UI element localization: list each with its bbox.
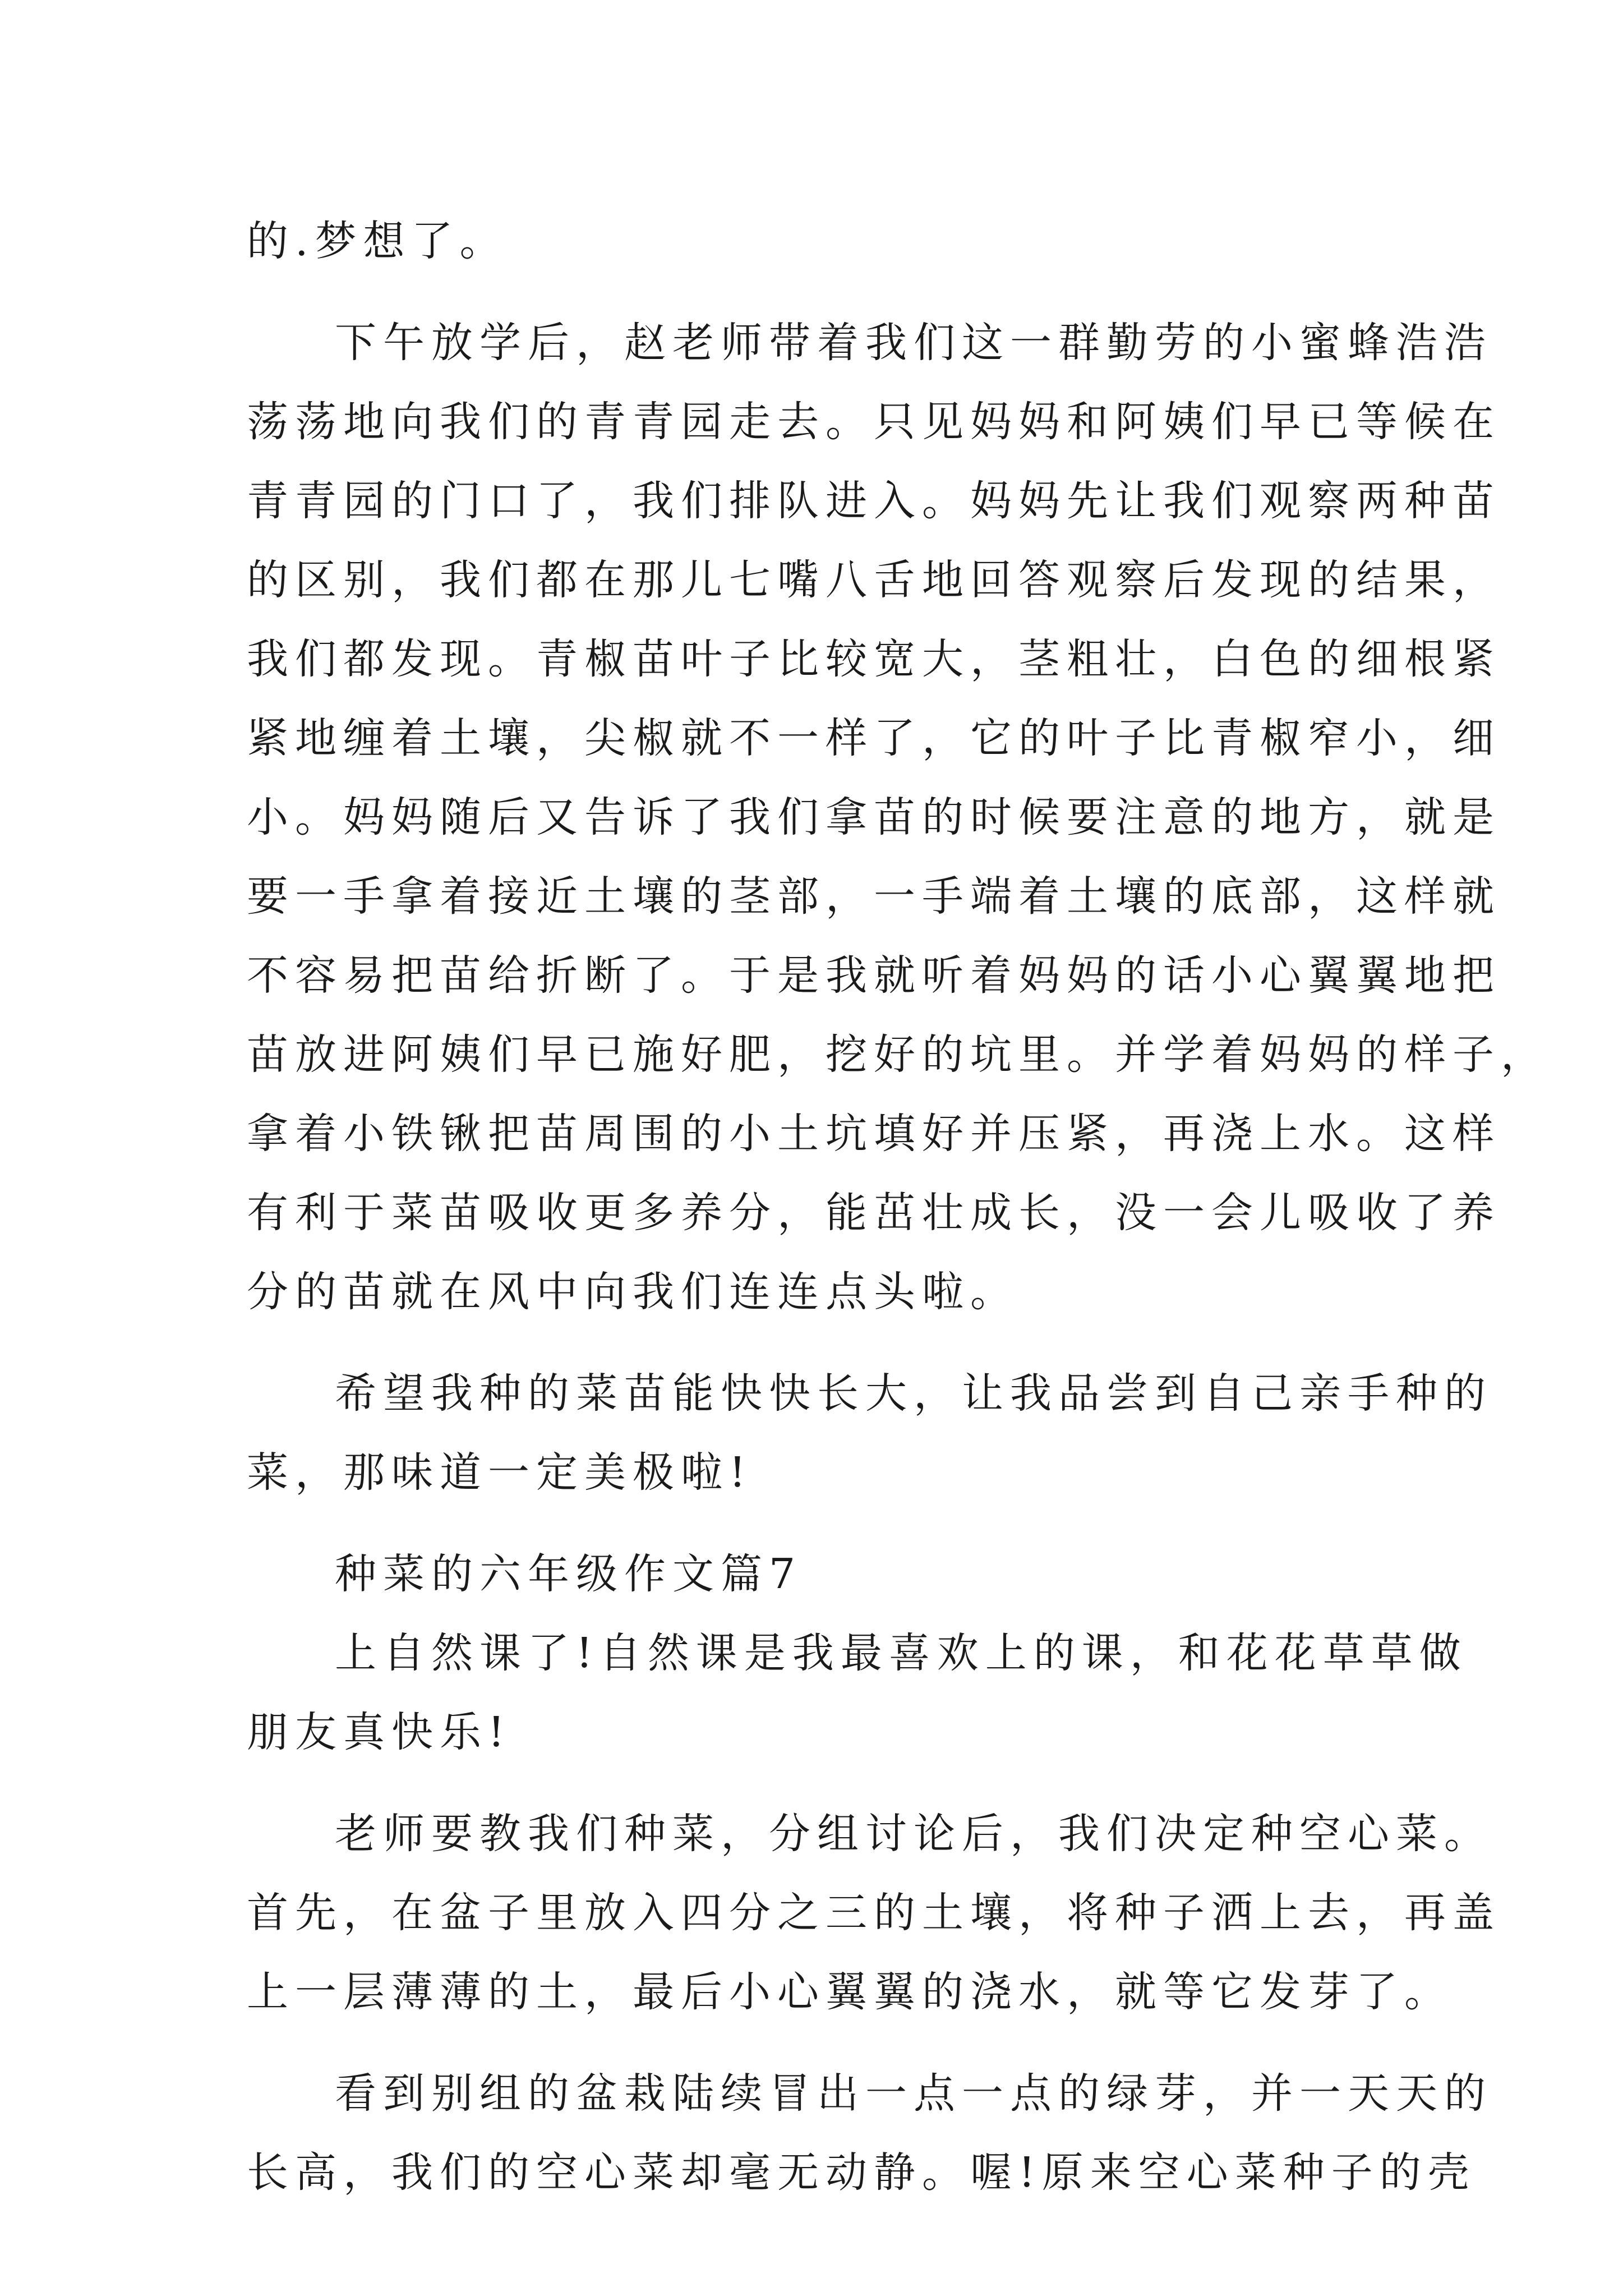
text-line: 朋友真快乐!	[247, 1708, 511, 1756]
paragraph-spacer	[247, 1512, 1385, 1535]
text-line: 上一层薄薄的土，最后小心翼翼的浇水，就等它发芽了。	[247, 1968, 1453, 2016]
text-line: 老师要教我们种菜，分组讨论后，我们决定种空心菜。	[335, 1810, 1492, 1858]
text-line: 小。妈妈随后又告诉了我们拿苗的时候要注意的地方，就是	[247, 793, 1501, 841]
paragraph-spacer	[247, 1772, 1385, 1795]
text-line: 不容易把苗给折断了。于是我就听着妈妈的话小心翼翼地把	[247, 951, 1501, 1000]
text-line: 我们都发现。青椒苗叶子比较宽大，茎粗壮，白色的细根紧	[247, 635, 1501, 683]
text-line: 希望我种的菜苗能快快长大，让我品尝到自己亲手种的	[335, 1369, 1492, 1418]
paragraph-spacer	[247, 1332, 1385, 1354]
text-line: 首先，在盆子里放入四分之三的土壤，将种子洒上去，再盖	[247, 1889, 1501, 1937]
text-line: 看到别组的盆栽陆续冒出一点一点的绿芽，并一天天的	[335, 2069, 1492, 2118]
text-line: 菜，那味道一定美极啦!	[247, 1448, 753, 1497]
text-line: 苗放进阿姨们早已施好肥，挖好的坑里。并学着妈妈的样子，	[247, 1030, 1549, 1079]
text-line: 长高，我们的空心菜却毫无动静。喔!原来空心菜种子的壳	[247, 2148, 1476, 2197]
text-line: 青青园的门口了，我们排队进入。妈妈先让我们观察两种苗	[247, 477, 1501, 525]
text-line: 荡荡地向我们的青青园走去。只见妈妈和阿姨们早已等候在	[247, 398, 1501, 446]
essay-text-body	[247, 202, 1549, 2212]
paragraph-spacer	[247, 281, 1385, 303]
text-line: 要一手拿着接近土壤的茎部，一手端着土壤的底部，这样就	[247, 872, 1501, 921]
paragraph-spacer	[247, 2032, 1385, 2054]
text-line: 拿着小铁锹把苗周围的小土坑填好并压紧，再浇上水。这样	[247, 1110, 1501, 1158]
text-line: 的.梦想了。	[247, 217, 508, 265]
text-line: 紧地缠着土壤，尖椒就不一样了，它的叶子比青椒窄小，细	[247, 714, 1501, 762]
text-line: 上自然课了!自然课是我最喜欢上的课，和花花草草做	[335, 1629, 1468, 1677]
text-line: 有利于菜苗吸收更多养分，能茁壮成长，没一会儿吸收了养	[247, 1189, 1501, 1237]
text-line: 下午放学后，赵老师带着我们这一群勤劳的小蜜蜂浩浩	[335, 319, 1492, 367]
text-line: 分的苗就在风中向我们连连点头啦。	[247, 1268, 1018, 1316]
text-line: 的区别，我们都在那儿七嘴八舌地回答观察后发现的结果，	[247, 556, 1501, 604]
text-line: 种菜的六年级作文篇7	[335, 1550, 803, 1598]
